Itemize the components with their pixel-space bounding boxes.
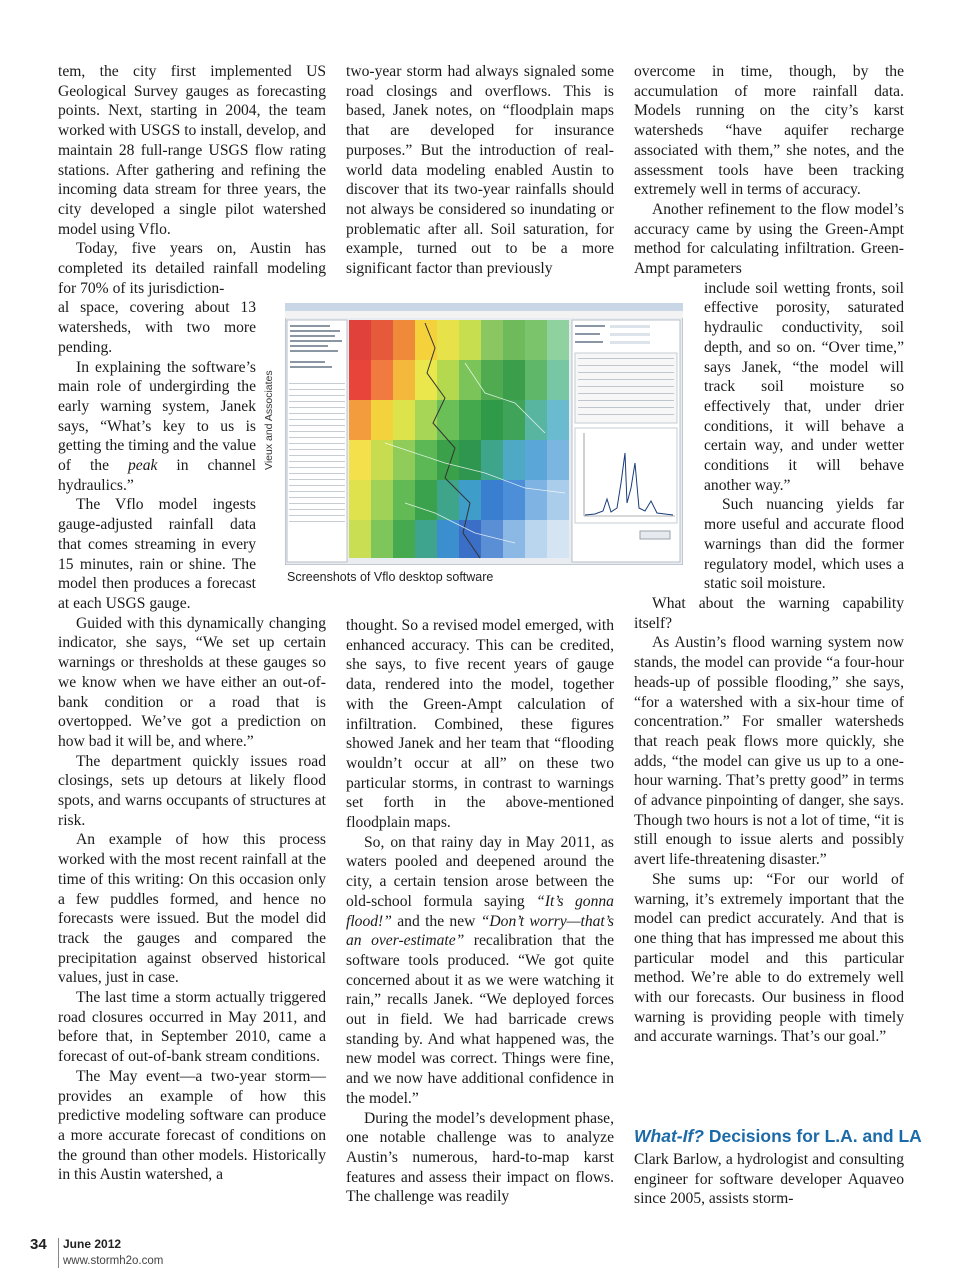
paragraph-text: Today, five years on, Austin has completed its detailed rainfall modeling for 70% of its jurisdiction-	[58, 240, 326, 297]
sidebar-heading-rest: Decisions for L.A. and LA	[703, 1126, 922, 1146]
paragraph: include soil wetting fronts, soil effective porosity, saturated hydraulic conductivity, soil depth, and so on. “Over time,” says Janek, “the model will track soil moisture so effectively that, under drier conditions, it will behave a certain way, and under wetter conditions it will behave another way.”	[704, 279, 904, 494]
paragraph: Such nuancing yields far more useful and accurate flood warnings than did the former regulatory model, which uses a static soil moisture.	[704, 496, 904, 593]
website-url: www.stormh2o.com	[63, 1255, 164, 1267]
sidebar-heading	[634, 1126, 924, 1147]
paragraph-text: In explaining the software’s main role of undergirding the early warning system, Janek says, “What’s key to us is getting the timing and the value of the	[58, 358, 256, 475]
sidebar-heading-whatif: What-If?	[634, 1126, 704, 1146]
rainfall-map-grid	[349, 320, 569, 558]
paragraph-text: and the new	[391, 912, 481, 930]
paragraph: An example of how this process worked with the most recent rainfall at the time of this writing: On this occasion only a few puddles formed, and hence no forecasts were issued. But the model did track the gauges and compared the precipitation against observed historical values, just in case.	[58, 831, 326, 987]
emphasis: “Don’t worry—that’s an over-estimate”	[346, 912, 615, 950]
paragraph: tem, the city first implemented US Geological Survey gauges as forecasting points. Next, starting in 2004, the team worked with USGS to install, develop, and maintain 28 full-range USGS flow rating stations. After gathering and refining the incoming data stream for three years, the city developed a single pilot watershed model using Vflo.	[58, 63, 326, 238]
paragraph	[58, 239, 326, 298]
footer-divider	[58, 1238, 59, 1268]
sidebar-text: Clark Barlow, a hydrologist and consulting engineer for software developer Aquaveo since 2005, assists storm-	[634, 1151, 904, 1208]
page-number: 34	[30, 1236, 47, 1253]
wrapped-text-block	[704, 279, 904, 594]
paragraph-text: So, on that rainy day in May 2011, as waters pooled and deepened around the city, a certain tension arose between the old-school formula saying	[346, 833, 614, 910]
paragraph: She sums up: “For our world of warning, it’s extremely important that the model can predict accurately. And that is one thing that has impressed me about this particular model and this particular method. We’re able to do extremely well with our forecasts. Our business in flood warning is providing people with timely and accurate warnings. That’s our goal.”	[634, 870, 904, 1046]
column-2-bottom	[346, 616, 614, 1207]
paragraph: The department quickly issues road closings, sets up detours at likely flood spots, and warns occupants of structures at risk.	[58, 752, 326, 829]
paragraph: Guided with this dynamically changing indicator, she says, “We set up certain warnings or thresholds at these gauges so we know when we have either an out-of-bank condition or a road that is overtopped. We’ve got a prediction on how bad it will be, and where.”	[58, 614, 326, 750]
paragraph: thought. So a revised model emerged, with enhanced accuracy. This can be credited, she says, to five recent years of gauge data, rendered into the model, together with the Green-Ampt calculation of infiltration. Combined, these figures showed Janek and her team that “flooding wouldn’t occur at all” on these two particular storms, in contrast to warnings set forth in the above-mentioned floodplain maps.	[346, 617, 614, 832]
emphasis: peak	[128, 457, 158, 475]
paragraph-text: in channel hydraulics.”	[58, 457, 256, 494]
paragraph	[346, 833, 614, 1109]
software-screenshot-figure	[285, 303, 683, 565]
column-2-top	[346, 62, 614, 279]
paragraph-text: recalibration that the software tools produced. “We got quite concerned about it as we were watching it rain,” recalls Janek. “We deployed forces out in field. We had barricade crews standing by. And what happened was, the new model was correct. Things were fine, and we now have additional confidence in the model.”	[346, 932, 614, 1107]
paragraph: overcome in time, though, by the accumulation of more rainfall data. Models running on the city’s karst watersheds “have aquifer recharge associated with them,” she notes, and the assessment tools have been tracking extremely well in terms of accuracy.	[634, 63, 904, 199]
paragraph: Another refinement to the flow model’s accuracy came by using the Green-Ampt method for calculating infiltration. Green-Ampt parameters	[634, 200, 904, 278]
paragraph: The last time a storm actually triggered road closures occurred in May 2011, and before that, in September 2010, came a forecast of out-of-bank stream conditions.	[58, 989, 326, 1066]
vflo-screenshot	[285, 303, 683, 565]
paragraph: al space, covering about 13 watersheds, with two more pending.	[58, 299, 256, 356]
paragraph: two-year storm had always signaled some road closings and overflows. This is based, Janek notes, on “floodplain maps that are developed for insurance purposes.” But the introduction of real-world data modeling enabled Austin to discover that its two-year rainfalls should not always be considered so inundating or problematic after all. Soil saturation, for example, turned out to be a more significant factor than previously	[346, 63, 614, 278]
paragraph: The Vflo model ingests gauge-adjusted rainfall data that comes streaming in every 15 minutes, rain or shine. The model then produces a forecast at each USGS gauge.	[58, 496, 256, 612]
paragraph: During the model’s development phase, one notable challenge was to analyze Austin’s numerous, hard-to-map karst features and assess their impact on flows. The challenge was readily	[346, 1109, 614, 1206]
paragraph: The May event—a two-year storm—provides an example of how this predictive modeling software can produce a more accurate forecast of conditions on the ground than other models. Historically in this Austin watershed, a	[58, 1067, 326, 1184]
figure-caption: Screenshots of Vflo desktop software	[287, 570, 494, 584]
paragraph	[58, 358, 256, 496]
paragraph: As Austin’s flood warning system now stands, the model can provide “a four-hour heads-up of possible flooding,” she says, “for a watershed with a six-hour time of concentration.” For smaller watersheds that reach peak flows more quickly, she adds, “the model can give us up to a one-hour warning. That’s pretty good” in terms of advance pinpointing of danger, she says. Though two hours is not a lot of time, “it is still enough to issue alerts and possibly avert life-threatening disaster.”	[634, 634, 904, 869]
figure-credit: Vieux and Associates	[263, 370, 275, 470]
issue-date: June 2012	[63, 1237, 122, 1251]
column-1	[58, 62, 326, 1185]
emphasis: “It’s gonna flood!”	[346, 892, 614, 930]
paragraph: What about the warning capability itself?	[634, 594, 904, 632]
